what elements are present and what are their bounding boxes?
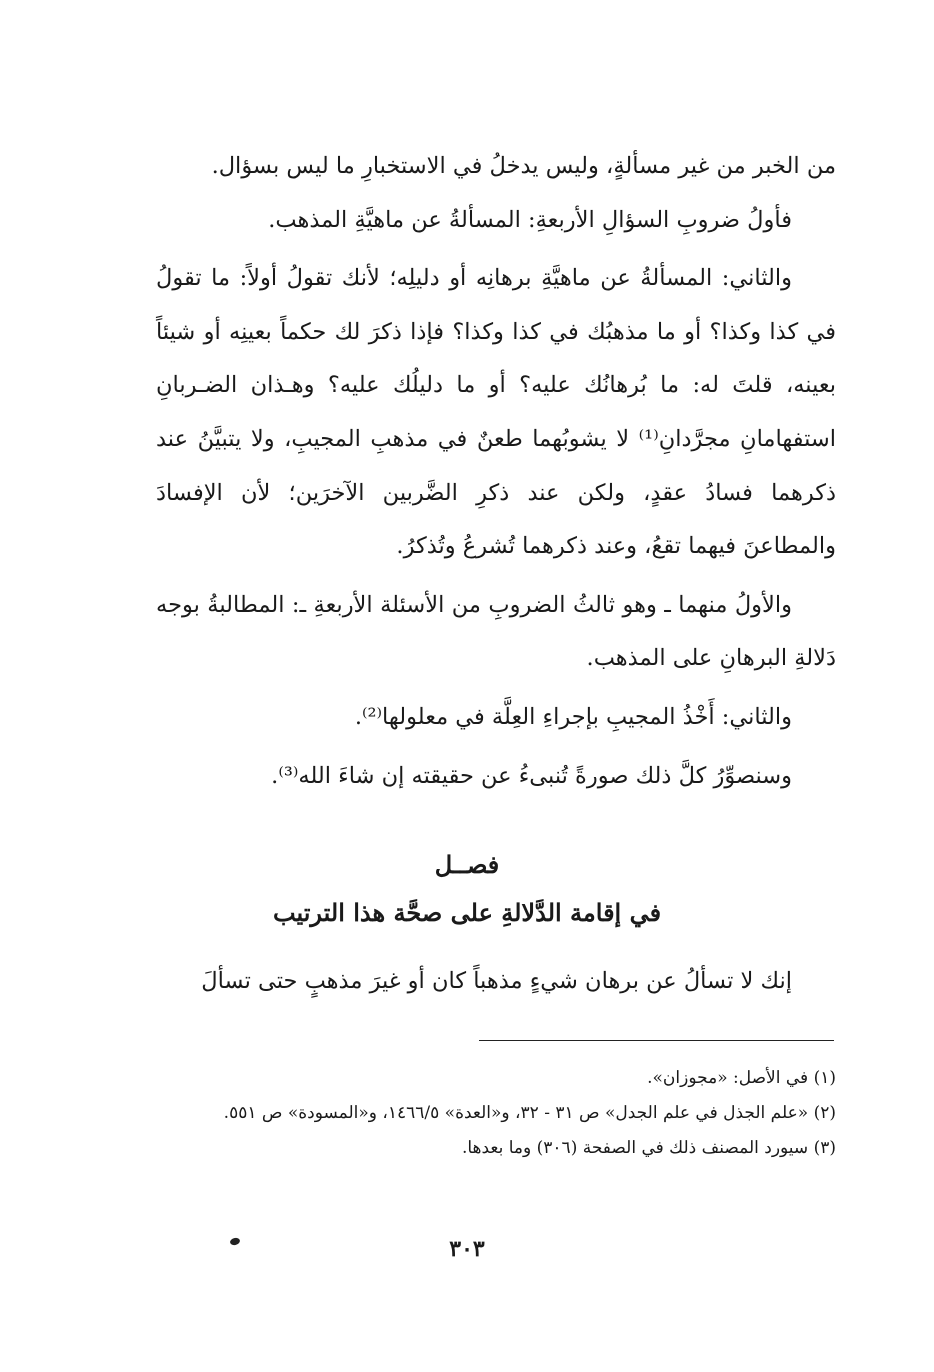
paragraph-third-type: والأولُ منهما ـ وهو ثالثُ الضروبِ من الأسئلة الأربعةِ ـ: المطالبةُ بوجه دَلالةِ البرهانِ على المذهب. <box>156 591 836 672</box>
footnote-1: (١) في الأصل: «مجوزان». <box>647 1068 836 1088</box>
footnote-3: (٣) سيورد المصنف ذلك في الصفحة (٣٠٦) وما بعدها. <box>461 1138 836 1158</box>
section-subtitle: في إقامة الدَّلالةِ على صحَّة هذا الترتيب <box>272 898 662 927</box>
footnote-divider <box>479 1040 834 1041</box>
section-title: فصــل <box>434 850 500 879</box>
footnotes-block <box>156 1062 836 1165</box>
paragraph-fourth-type: والثاني: أَخْذُ المجيبِ بإجراءِ العِلَّة في معلولها⁽²⁾. <box>354 703 792 730</box>
paragraph-illustration: وسنصوِّرُ كلَّ ذلك صورةً تُنبىءُ عن حقيقته إن شاءَ الله⁽³⁾. <box>271 762 792 789</box>
paragraph-second-type: والثاني: المسألةُ عن ماهيَّةِ برهانِه أو دليلِه؛ لأنك تقولُ أولاً: ما تقولُ في كذا وكذا؟ أو ما مذهبُك في كذا وكذا؟ فإذا ذكرَ لك حكماً بعينِه أو شيئاً بعينه، قلتَ له: ما بُرهانُك عليه؟ أو ما دليلُك عليه؟ وهـذان الضـربانِ استفهامانِ مجرَّدانِ⁽¹⁾ لا يشوبُهما طعنٌ في مذهبِ المجيبِ، ولا يتبيَّنُ عند ذكرهما فسادُ عقدٍ، ولكن عند ذكرِ الضَّربين الآخرَين؛ لأن الإفسادَ والمطاعنَ فيهما تقعُ، وعند ذكرهما تُشرعُ وتُذكرُ. <box>156 265 836 560</box>
paragraph-first-type: فأولُ ضروبِ السؤالِ الأربعةِ: المسألةُ عن ماهيَّةِ المذهب. <box>268 206 792 233</box>
paragraph-continuation: من الخبر من غير مسألةٍ، وليس يدخلُ في الاستخبارِ ما ليس بسؤال. <box>211 153 836 179</box>
section-opening-line: إنك لا تسألُ عن برهان شيءٍ مذهباً كان أو غيرَ مذهبٍ حتى تسألَ <box>201 968 792 994</box>
footnote-2: (٢) «علم الجذل في علم الجدل» ص ٣١ - ٣٢، و«العدة» ١٤٦٦/٥، و«المسودة» ص ٥٥١. <box>223 1103 836 1123</box>
main-text-block <box>156 140 836 803</box>
page-number: ٣٠٣ <box>449 1236 485 1262</box>
